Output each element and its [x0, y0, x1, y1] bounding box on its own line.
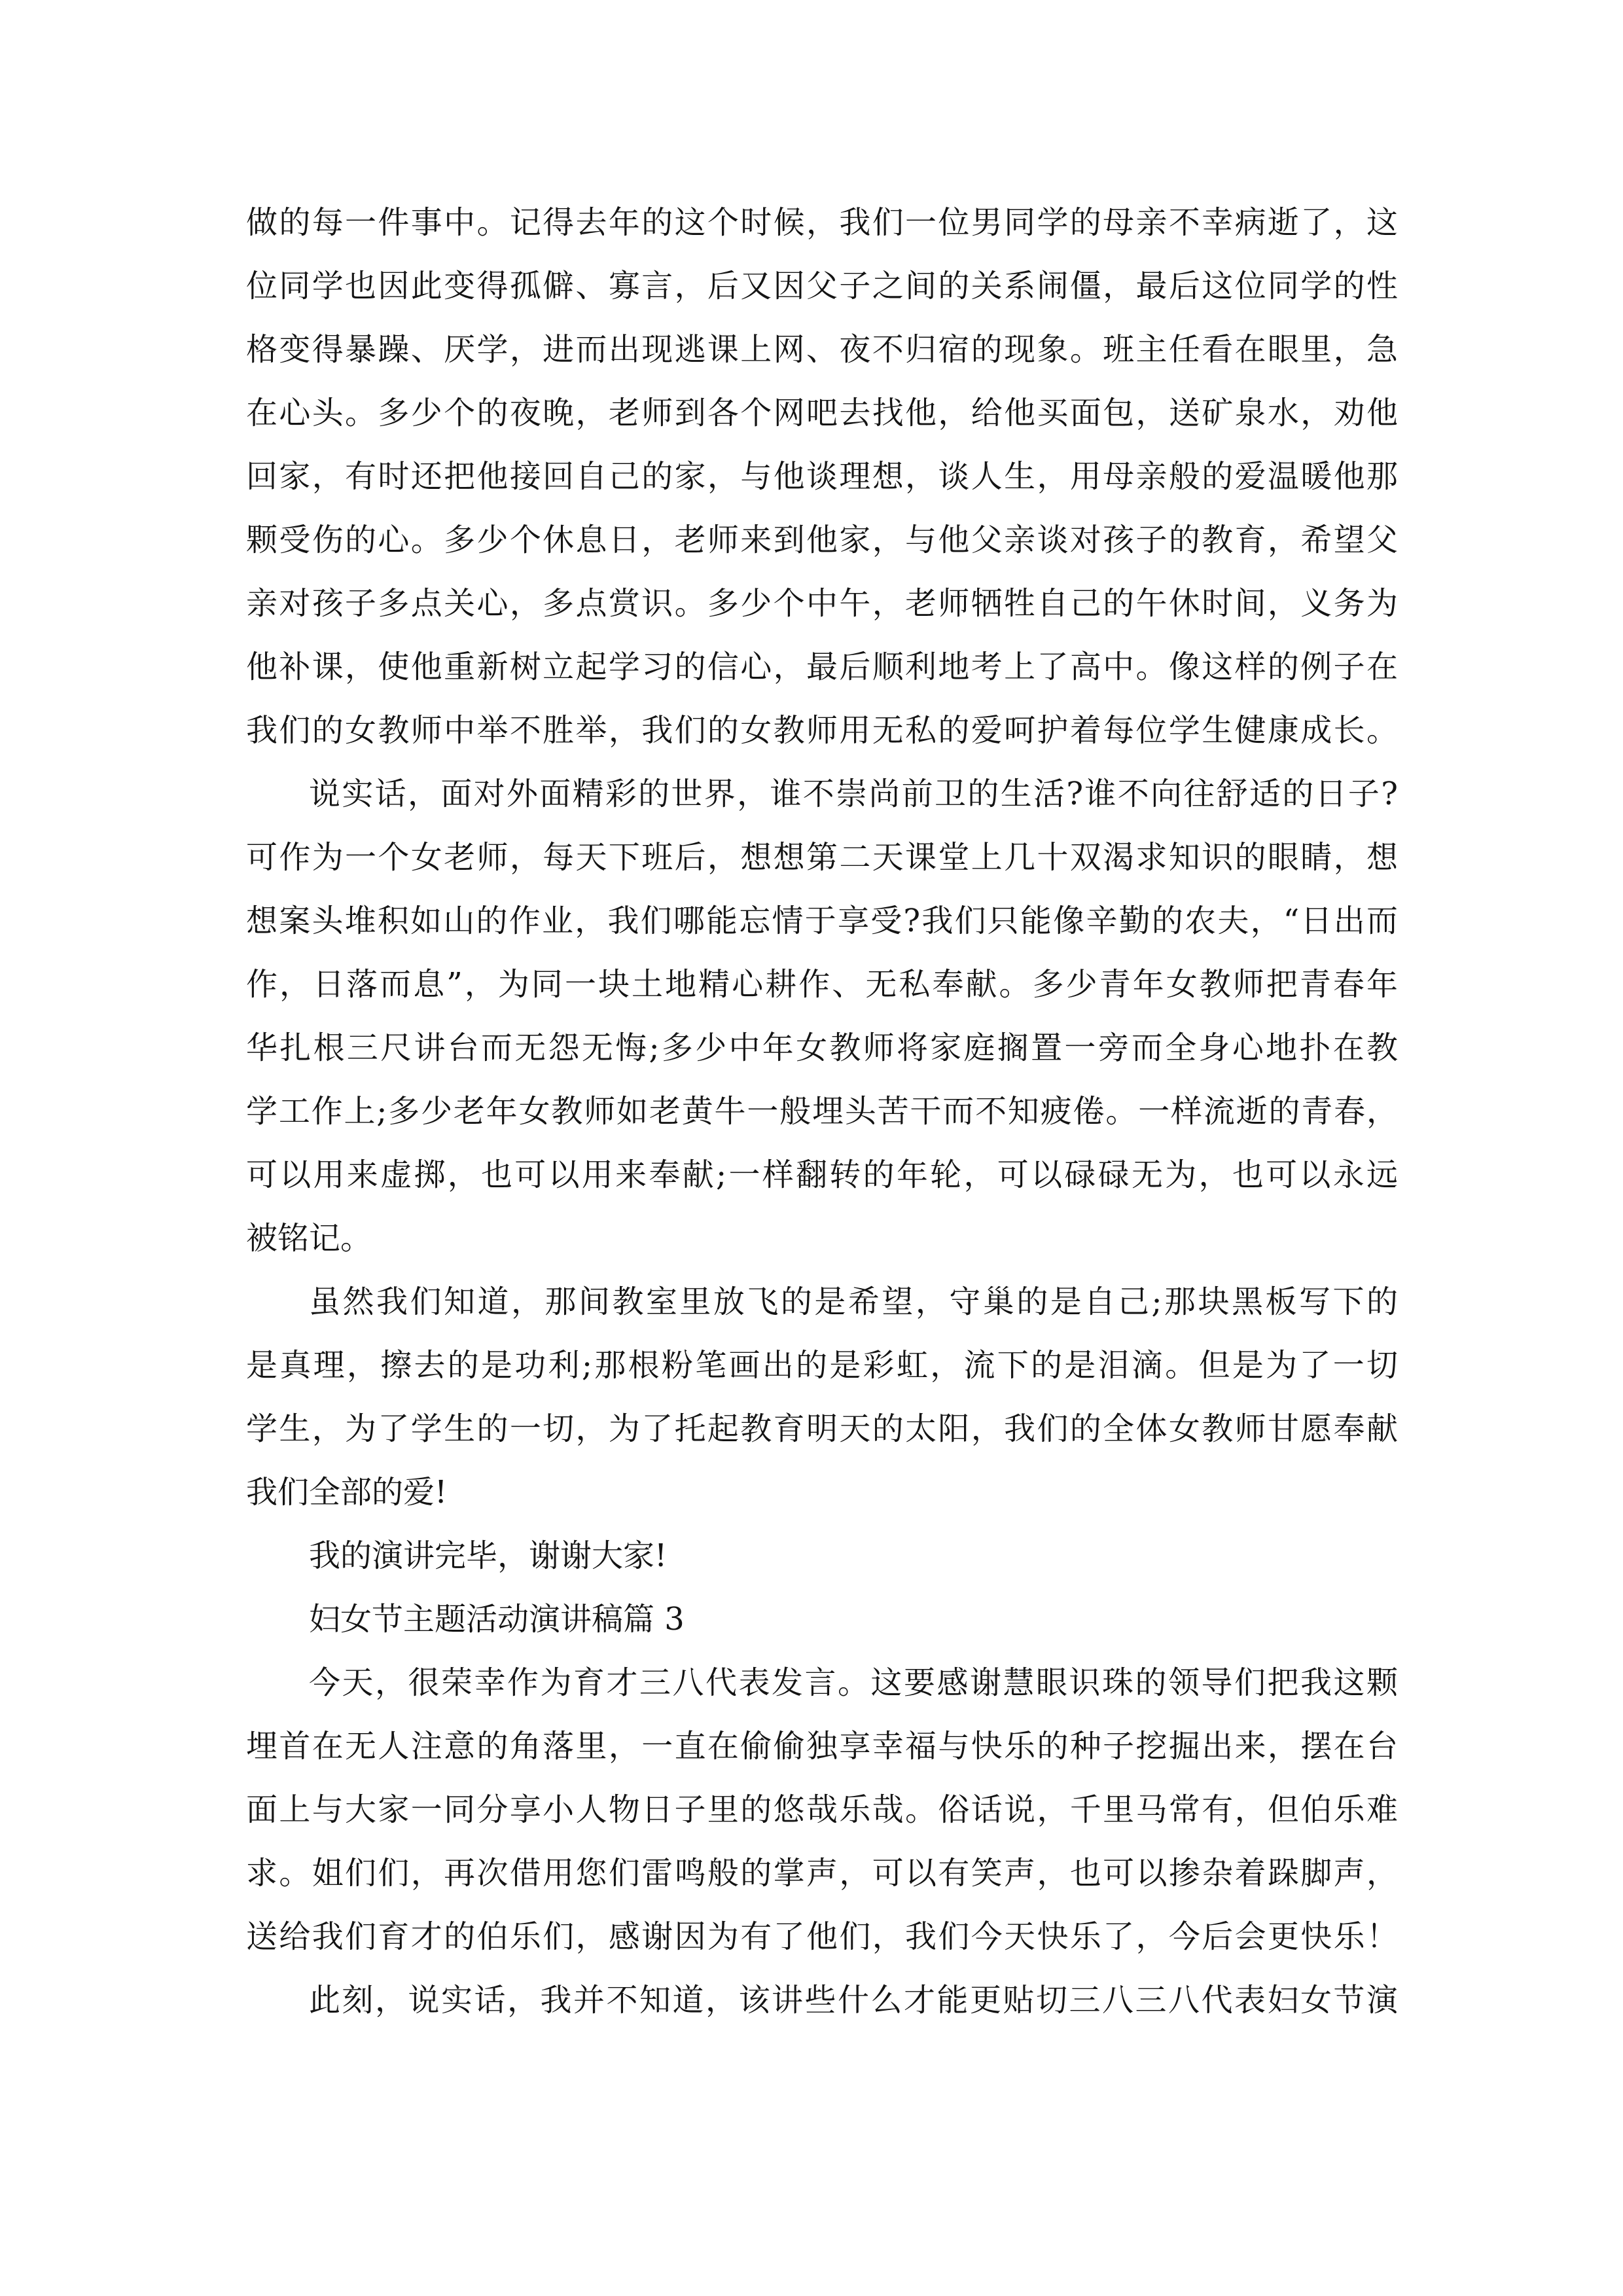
- text-line: 求。姐们们，再次借用您们雷鸣般的掌声，可以有笑声，也可以掺杂着跺脚声，: [246, 1855, 1398, 1892]
- text-line: 送给我们育才的伯乐们，感谢因为有了他们，我们今天快乐了，今后会更快乐！: [246, 1918, 1398, 1955]
- text-line: 我的演讲完毕，谢谢大家!: [309, 1537, 668, 1574]
- text-line: 可以用来虚掷，也可以用来奉献;一样翻转的年轮，可以碌碌无为，也可以永远: [246, 1157, 1398, 1193]
- text-line: 亲对孩子多点关心，多点赏识。多少个中午，老师牺牲自己的午休时间，义务为: [246, 585, 1398, 622]
- text-line: 作，日落而息”，为同一块土地精心耕作、无私奉献。多少青年女教师把青春年: [246, 966, 1398, 1003]
- text-line: 华扎根三尺讲台而无怨无悔;多少中年女教师将家庭搁置一旁而全身心地扑在教: [246, 1030, 1398, 1066]
- text-line: 在心头。多少个的夜晚，老师到各个网吧去找他，给他买面包，送矿泉水，劝他: [246, 395, 1398, 431]
- text-line: 想案头堆积如山的作业，我们哪能忘情于享受?我们只能像辛勤的农夫，“日出而: [246, 903, 1398, 939]
- text-line: 今天，很荣幸作为育才三八代表发言。这要感谢慧眼识珠的领导们把我这颗: [309, 1664, 1398, 1701]
- text-line: 我们的女教师中举不胜举，我们的女教师用无私的爱呵护着每位学生健康成长。: [246, 712, 1398, 749]
- text-line: 面上与大家一同分享小人物日子里的悠哉乐哉。俗话说，千里马常有，但伯乐难: [246, 1791, 1398, 1828]
- text-line: 是真理，擦去的是功利;那根粉笔画出的是彩虹，流下的是泪滴。但是为了一切: [246, 1347, 1398, 1384]
- text-line: 虽然我们知道，那间教室里放飞的是希望，守巢的是自己;那块黑板写下的: [309, 1283, 1398, 1320]
- text-line: 妇女节主题活动演讲稿篇 3: [309, 1601, 685, 1638]
- text-line: 此刻，说实话，我并不知道，该讲些什么才能更贴切三八三八代表妇女节演: [309, 1982, 1398, 2018]
- text-line: 做的每一件事中。记得去年的这个时候，我们一位男同学的母亲不幸病逝了，这: [246, 204, 1398, 241]
- text-line: 埋首在无人注意的角落里，一直在偷偷独享幸福与快乐的种子挖掘出来，摆在台: [246, 1728, 1398, 1765]
- text-line: 学生，为了学生的一切，为了托起教育明天的太阳，我们的全体女教师甘愿奉献: [246, 1410, 1398, 1447]
- text-line: 说实话，面对外面精彩的世界，谁不崇尚前卫的生活?谁不向往舒适的日子?: [309, 776, 1398, 812]
- text-line: 被铭记。: [246, 1220, 372, 1257]
- text-line: 我们全部的爱!: [246, 1474, 448, 1511]
- text-line: 颗受伤的心。多少个休息日，老师来到他家，与他父亲谈对孩子的教育，希望父: [246, 522, 1398, 558]
- text-line: 位同学也因此变得孤僻、寡言，后又因父子之间的关系闹僵，最后这位同学的性: [246, 268, 1398, 304]
- body-text: [246, 191, 1398, 2032]
- text-line: 学工作上;多少老年女教师如老黄牛一般埋头苦干而不知疲倦。一样流逝的青春，: [246, 1093, 1398, 1130]
- text-line: 他补课，使他重新树立起学习的信心，最后顺利地考上了高中。像这样的例子在: [246, 649, 1398, 685]
- text-line: 格变得暴躁、厌学，进而出现逃课上网、夜不归宿的现象。班主任看在眼里，急: [246, 331, 1398, 368]
- text-line: 可作为一个女老师，每天下班后，想想第二天课堂上几十双渴求知识的眼睛，想: [246, 839, 1398, 876]
- text-line: 回家，有时还把他接回自己的家，与他谈理想，谈人生，用母亲般的爱温暖他那: [246, 458, 1398, 495]
